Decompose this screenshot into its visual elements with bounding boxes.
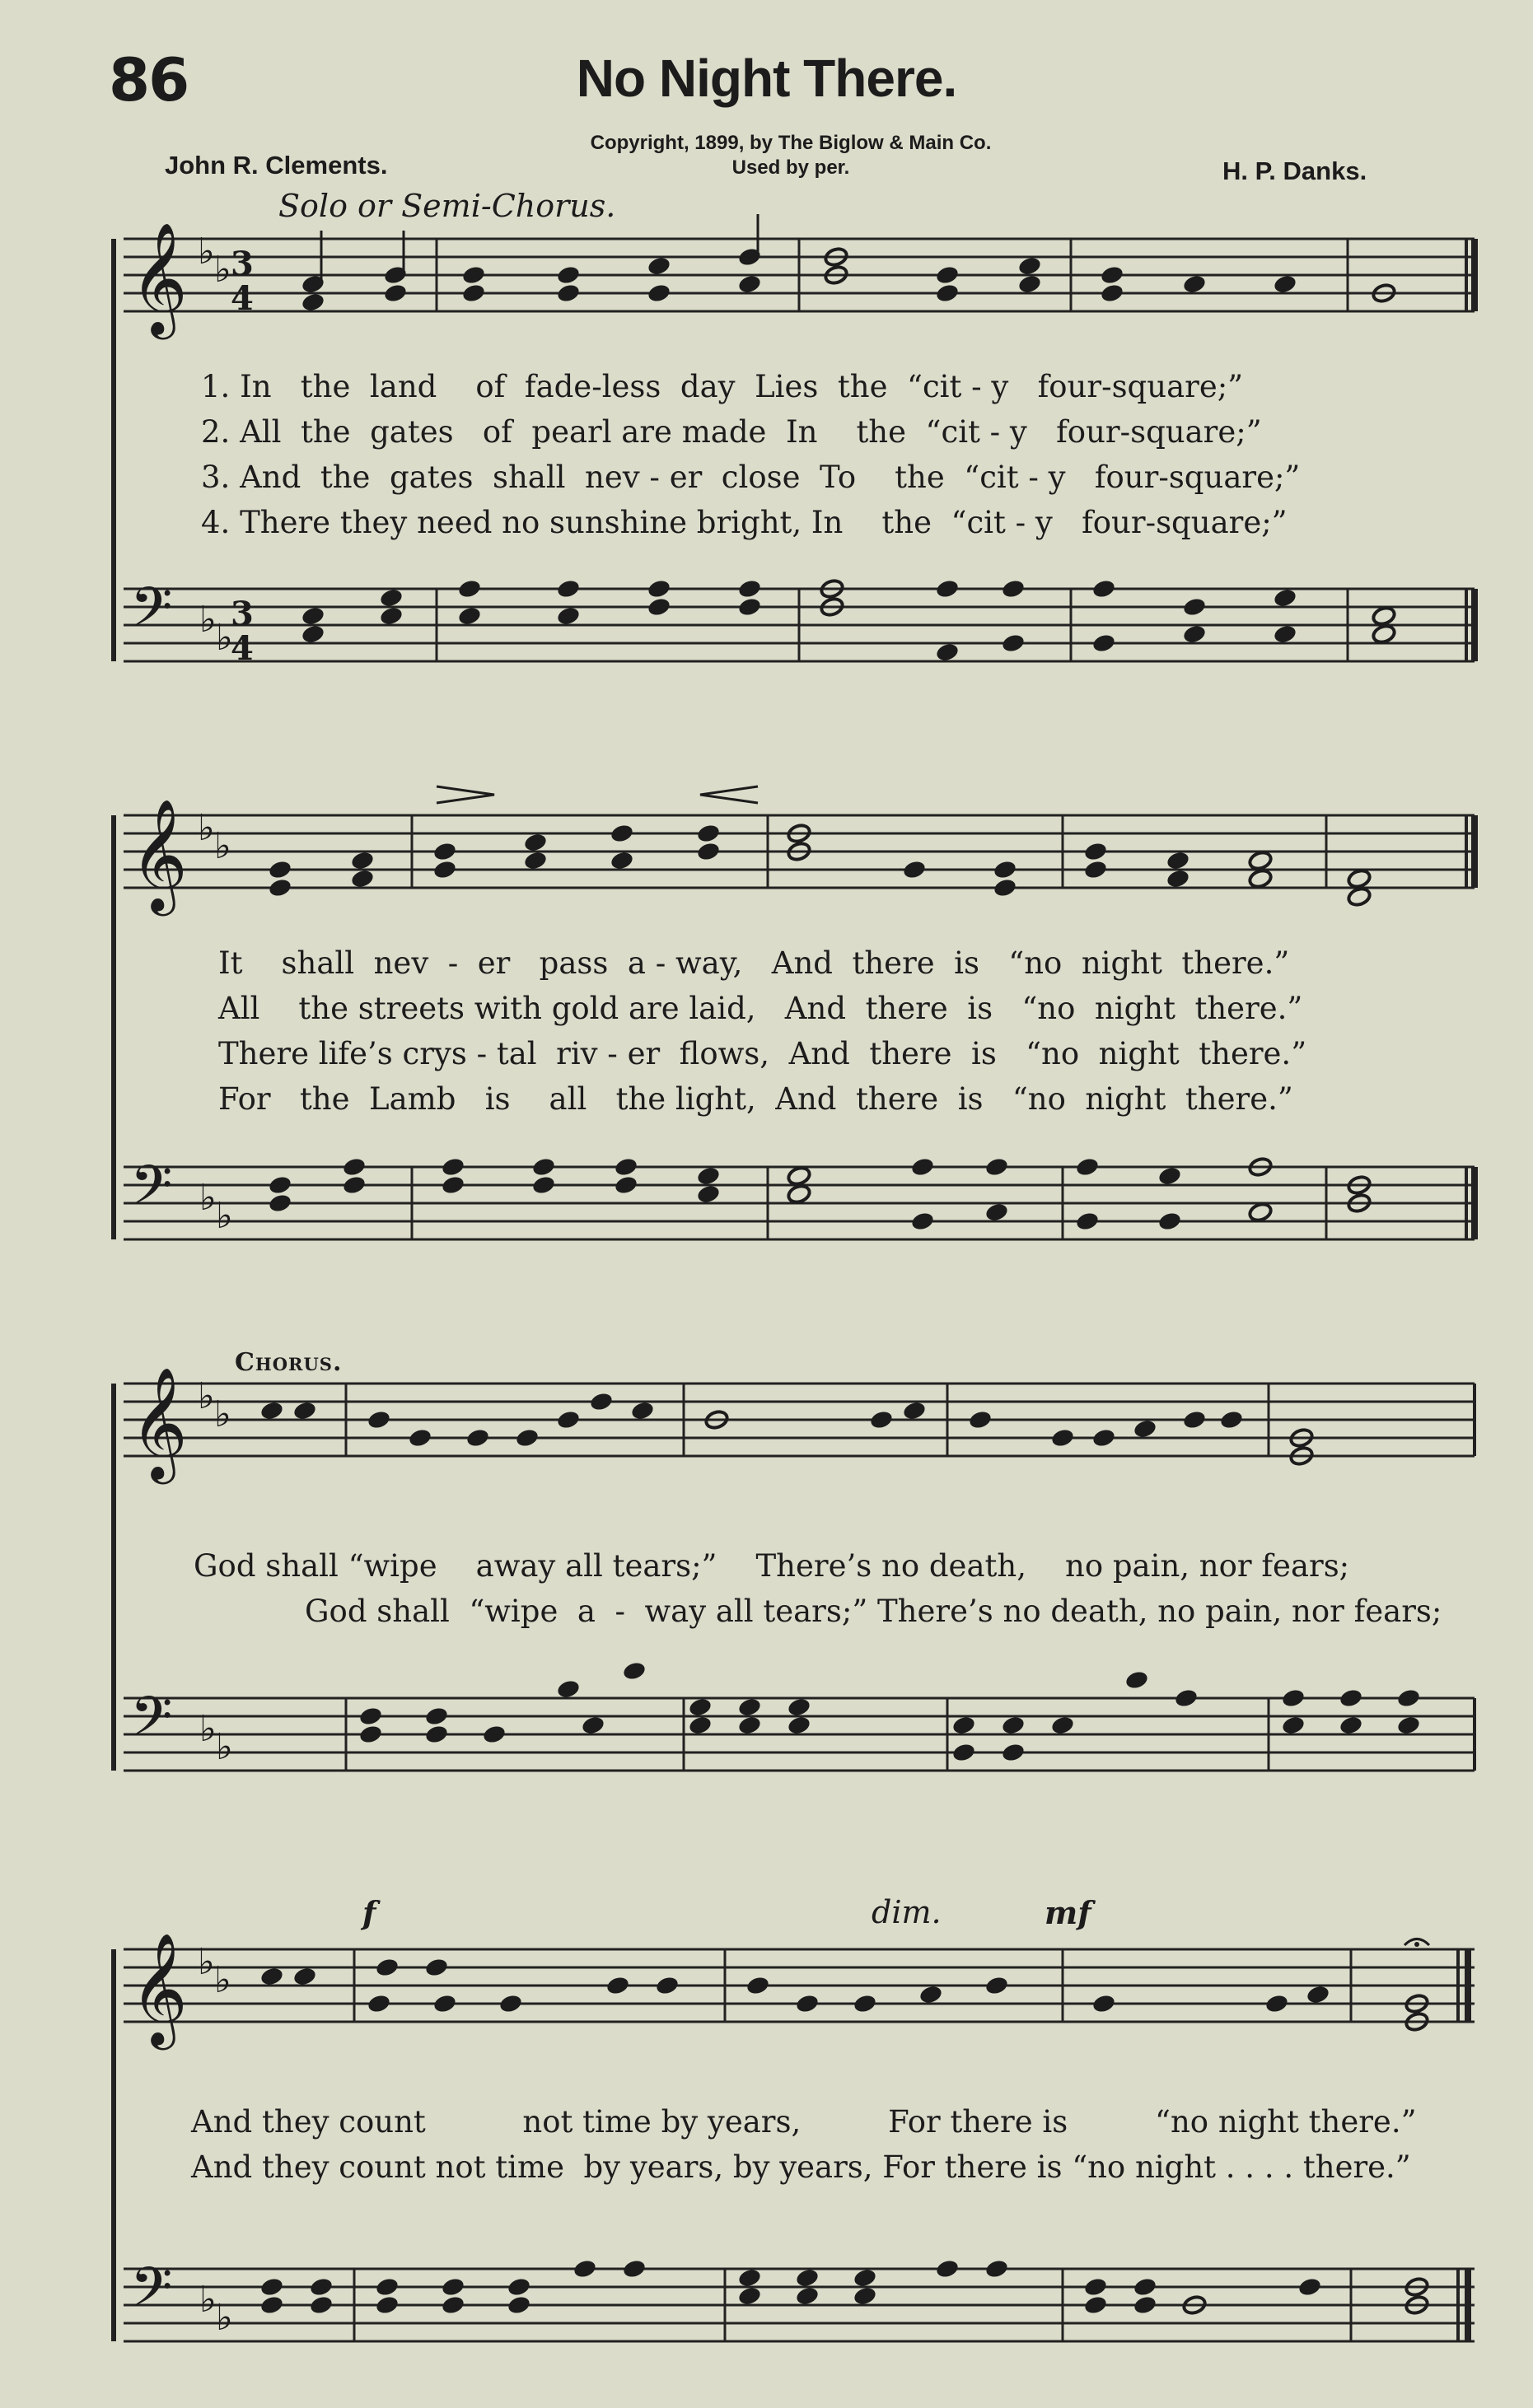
svg-text:𝄢: 𝄢 xyxy=(130,1685,173,1762)
system-1 xyxy=(124,214,1475,339)
svg-text:♭: ♭ xyxy=(199,2279,217,2321)
chorus-line-2-lower: And they count not time by years, by years, For there is “no night . . . . there.” xyxy=(191,2149,1411,2185)
system-2 xyxy=(124,786,1475,916)
dynamic-diminuendo: dim. xyxy=(872,1894,942,1930)
svg-text:♭: ♭ xyxy=(198,1375,215,1417)
verse-3-line-1: 3. And the gates shall nev - er close To the “cit - y four-square;” xyxy=(201,460,1301,495)
svg-text:♭: ♭ xyxy=(216,2297,233,2339)
svg-text:♭: ♭ xyxy=(198,231,215,273)
svg-text:𝄢: 𝄢 xyxy=(130,2256,173,2332)
dynamic-mezzo-forte: mf xyxy=(1045,1894,1091,1931)
chorus-line-1-upper: God shall “wipe away all tears;” There’s no death, no pain, nor fears; xyxy=(194,1548,1350,1584)
svg-text:4: 4 xyxy=(231,279,254,318)
svg-text:𝄢: 𝄢 xyxy=(130,576,173,652)
svg-text:𝄞: 𝄞 xyxy=(130,221,188,334)
system-2-bass xyxy=(124,1154,1475,1239)
svg-text:♭: ♭ xyxy=(214,1959,231,2001)
chorus-label: Chorus. xyxy=(235,1348,343,1377)
svg-text:♭: ♭ xyxy=(198,1941,215,1983)
svg-text:♭: ♭ xyxy=(198,807,215,849)
svg-text:𝄞: 𝄞 xyxy=(130,1931,188,2045)
svg-text:♭: ♭ xyxy=(216,1726,233,1768)
system-1-bass xyxy=(124,576,1475,668)
verse-3-line-2: There life’s crys - tal riv - er flows, And there is “no night there.” xyxy=(218,1036,1307,1071)
svg-text:𝄞: 𝄞 xyxy=(130,797,188,911)
verse-1-line-1: 1. In the land of fade-less day Lies the “cit - y four-square;” xyxy=(201,369,1244,404)
svg-text:♭: ♭ xyxy=(214,1393,231,1435)
performance-direction: Solo or Semi-Chorus. xyxy=(278,188,616,224)
page-number: 86 xyxy=(109,45,189,114)
composer-credit: H. P. Danks. xyxy=(1222,156,1367,185)
verse-2-line-2: All the streets with gold are laid, And there is “no night there.” xyxy=(218,991,1303,1026)
svg-text:4: 4 xyxy=(231,629,254,668)
chorus-line-1-lower: God shall “wipe a - way all tears;” There’s no death, no pain, nor fears; xyxy=(305,1594,1442,1629)
verse-4-line-1: 4. There they need no sunshine bright, In the “cit - y four-square;” xyxy=(201,505,1288,540)
lyricist-credit: John R. Clements. xyxy=(165,151,388,180)
svg-text:𝄢: 𝄢 xyxy=(130,1154,173,1230)
verse-4-line-2: For the Lamb is all the light, And there is “no night there.” xyxy=(218,1081,1293,1117)
svg-text:3: 3 xyxy=(231,245,254,283)
system-3-bass xyxy=(124,1660,1475,1771)
svg-text:♭: ♭ xyxy=(216,617,233,659)
dynamic-forte: f xyxy=(362,1894,376,1931)
svg-text:♭: ♭ xyxy=(214,825,231,867)
system-3 xyxy=(124,1365,1475,1484)
verse-1-line-2: It shall nev - er pass a - way, And there is “no night there.” xyxy=(218,945,1290,981)
permission-line: Used by per. xyxy=(731,156,850,179)
svg-text:♭: ♭ xyxy=(214,249,231,291)
system-4-bass xyxy=(124,2256,1475,2341)
svg-text:♭: ♭ xyxy=(199,1708,217,1750)
system-4 xyxy=(124,1931,1475,2050)
chorus-line-2-upper: And they count not time by years, For there is “no night there.” xyxy=(191,2104,1417,2140)
svg-text:♭: ♭ xyxy=(216,1195,233,1237)
svg-text:♭: ♭ xyxy=(199,1177,217,1219)
hymn-title: No Night There. xyxy=(576,49,957,108)
svg-text:♭: ♭ xyxy=(199,599,217,641)
copyright-line: Copyright, 1899, by The Biglow & Main Co. xyxy=(590,132,992,154)
svg-text:3: 3 xyxy=(231,595,254,633)
svg-text:𝄞: 𝄞 xyxy=(130,1365,188,1479)
verse-2-line-1: 2. All the gates of pearl are made In the “cit - y four-square;” xyxy=(201,414,1262,450)
